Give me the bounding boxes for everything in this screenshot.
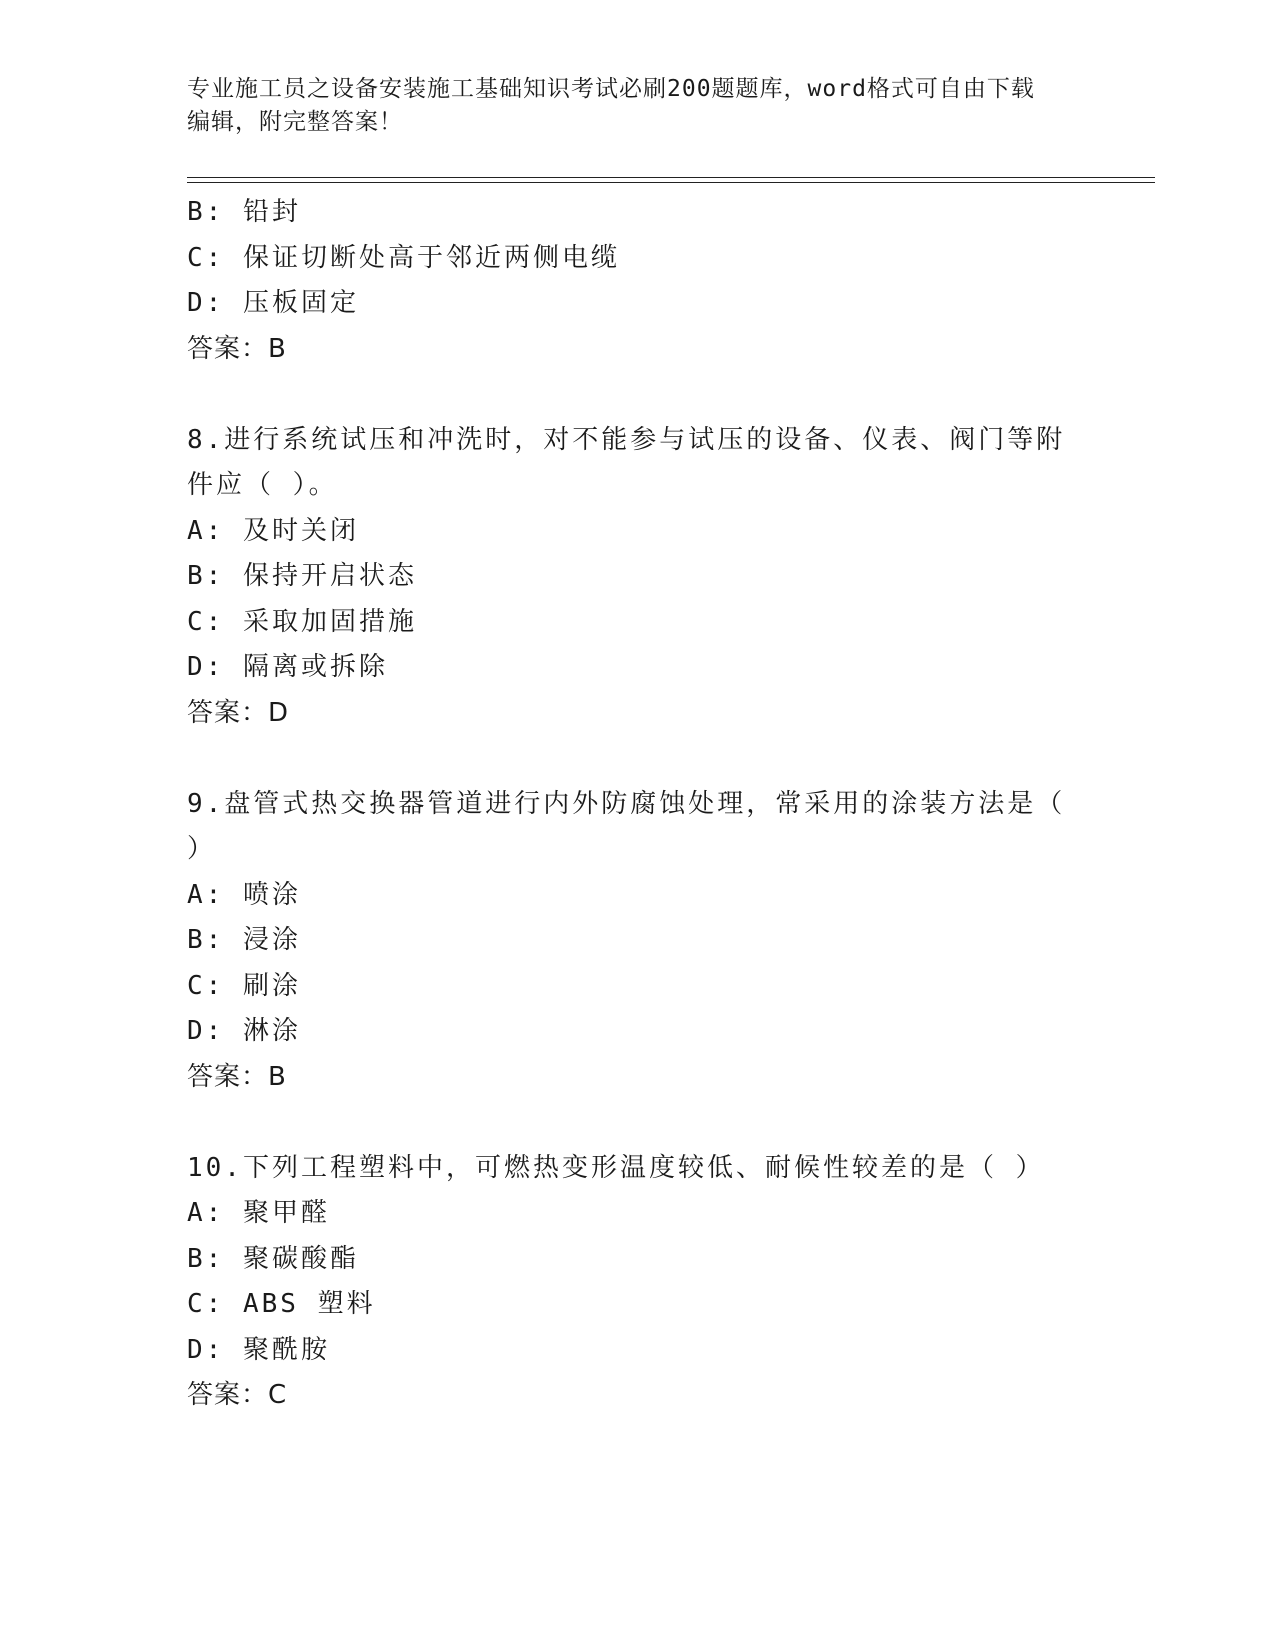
answer-line: 答案：B (187, 1061, 287, 1092)
option-b: B: 保持开启状态 (187, 561, 417, 591)
option-a: A: 喷涂 (187, 879, 301, 910)
question-stem: 8.进行系统试压和冲洗时，对不能参与试压的设备、仪表、阀门等附 (187, 424, 1066, 455)
question-10 (187, 1146, 1087, 1419)
answer-line: 答案：D (187, 697, 290, 728)
option-d: D: 隔离或拆除 (187, 652, 388, 682)
option-c: C: 保证切断处高于邻近两侧电缆 (187, 242, 620, 273)
answer-line: 答案：B (187, 333, 287, 364)
header-line-2: 编辑，附完整答案！ (187, 109, 403, 135)
question-9 (187, 782, 1087, 1101)
question-7-tail (187, 190, 1087, 372)
header-line-1: 专业施工员之设备安装施工基础知识考试必刷200题题库，word格式可自由下载 (187, 76, 1035, 102)
spacer (187, 372, 1087, 418)
option-c: C: 刷涂 (187, 970, 301, 1001)
option-c: C: ABS 塑料 (187, 1289, 376, 1319)
option-d: D: 聚酰胺 (187, 1334, 330, 1365)
option-a: A: 及时关闭 (187, 515, 359, 546)
header-divider-top (187, 177, 1155, 178)
question-list (187, 190, 1087, 1419)
question-stem-continued: ） (187, 834, 217, 864)
question-stem: 9.盘管式热交换器管道进行内外防腐蚀处理，常采用的涂装方法是（ (187, 788, 1066, 819)
option-d: D: 压板固定 (187, 288, 359, 318)
option-a: A: 聚甲醛 (187, 1198, 330, 1228)
header-divider-bottom (187, 182, 1155, 183)
question-stem: 10.下列工程塑料中，可燃热变形温度较低、耐候性较差的是（ ） (187, 1152, 1045, 1183)
answer-line: 答案：C (187, 1380, 288, 1410)
option-d: D: 淋涂 (187, 1016, 301, 1046)
question-stem-continued: 件应（ ）。 (187, 470, 338, 500)
question-8 (187, 418, 1087, 737)
option-b: B: 聚碳酸酯 (187, 1243, 359, 1274)
option-c: C: 采取加固措施 (187, 606, 417, 637)
spacer (187, 1100, 1087, 1146)
spacer (187, 736, 1087, 782)
option-b: B: 浸涂 (187, 925, 301, 955)
option-b: B: 铅封 (187, 197, 301, 227)
document-header (187, 73, 1087, 139)
